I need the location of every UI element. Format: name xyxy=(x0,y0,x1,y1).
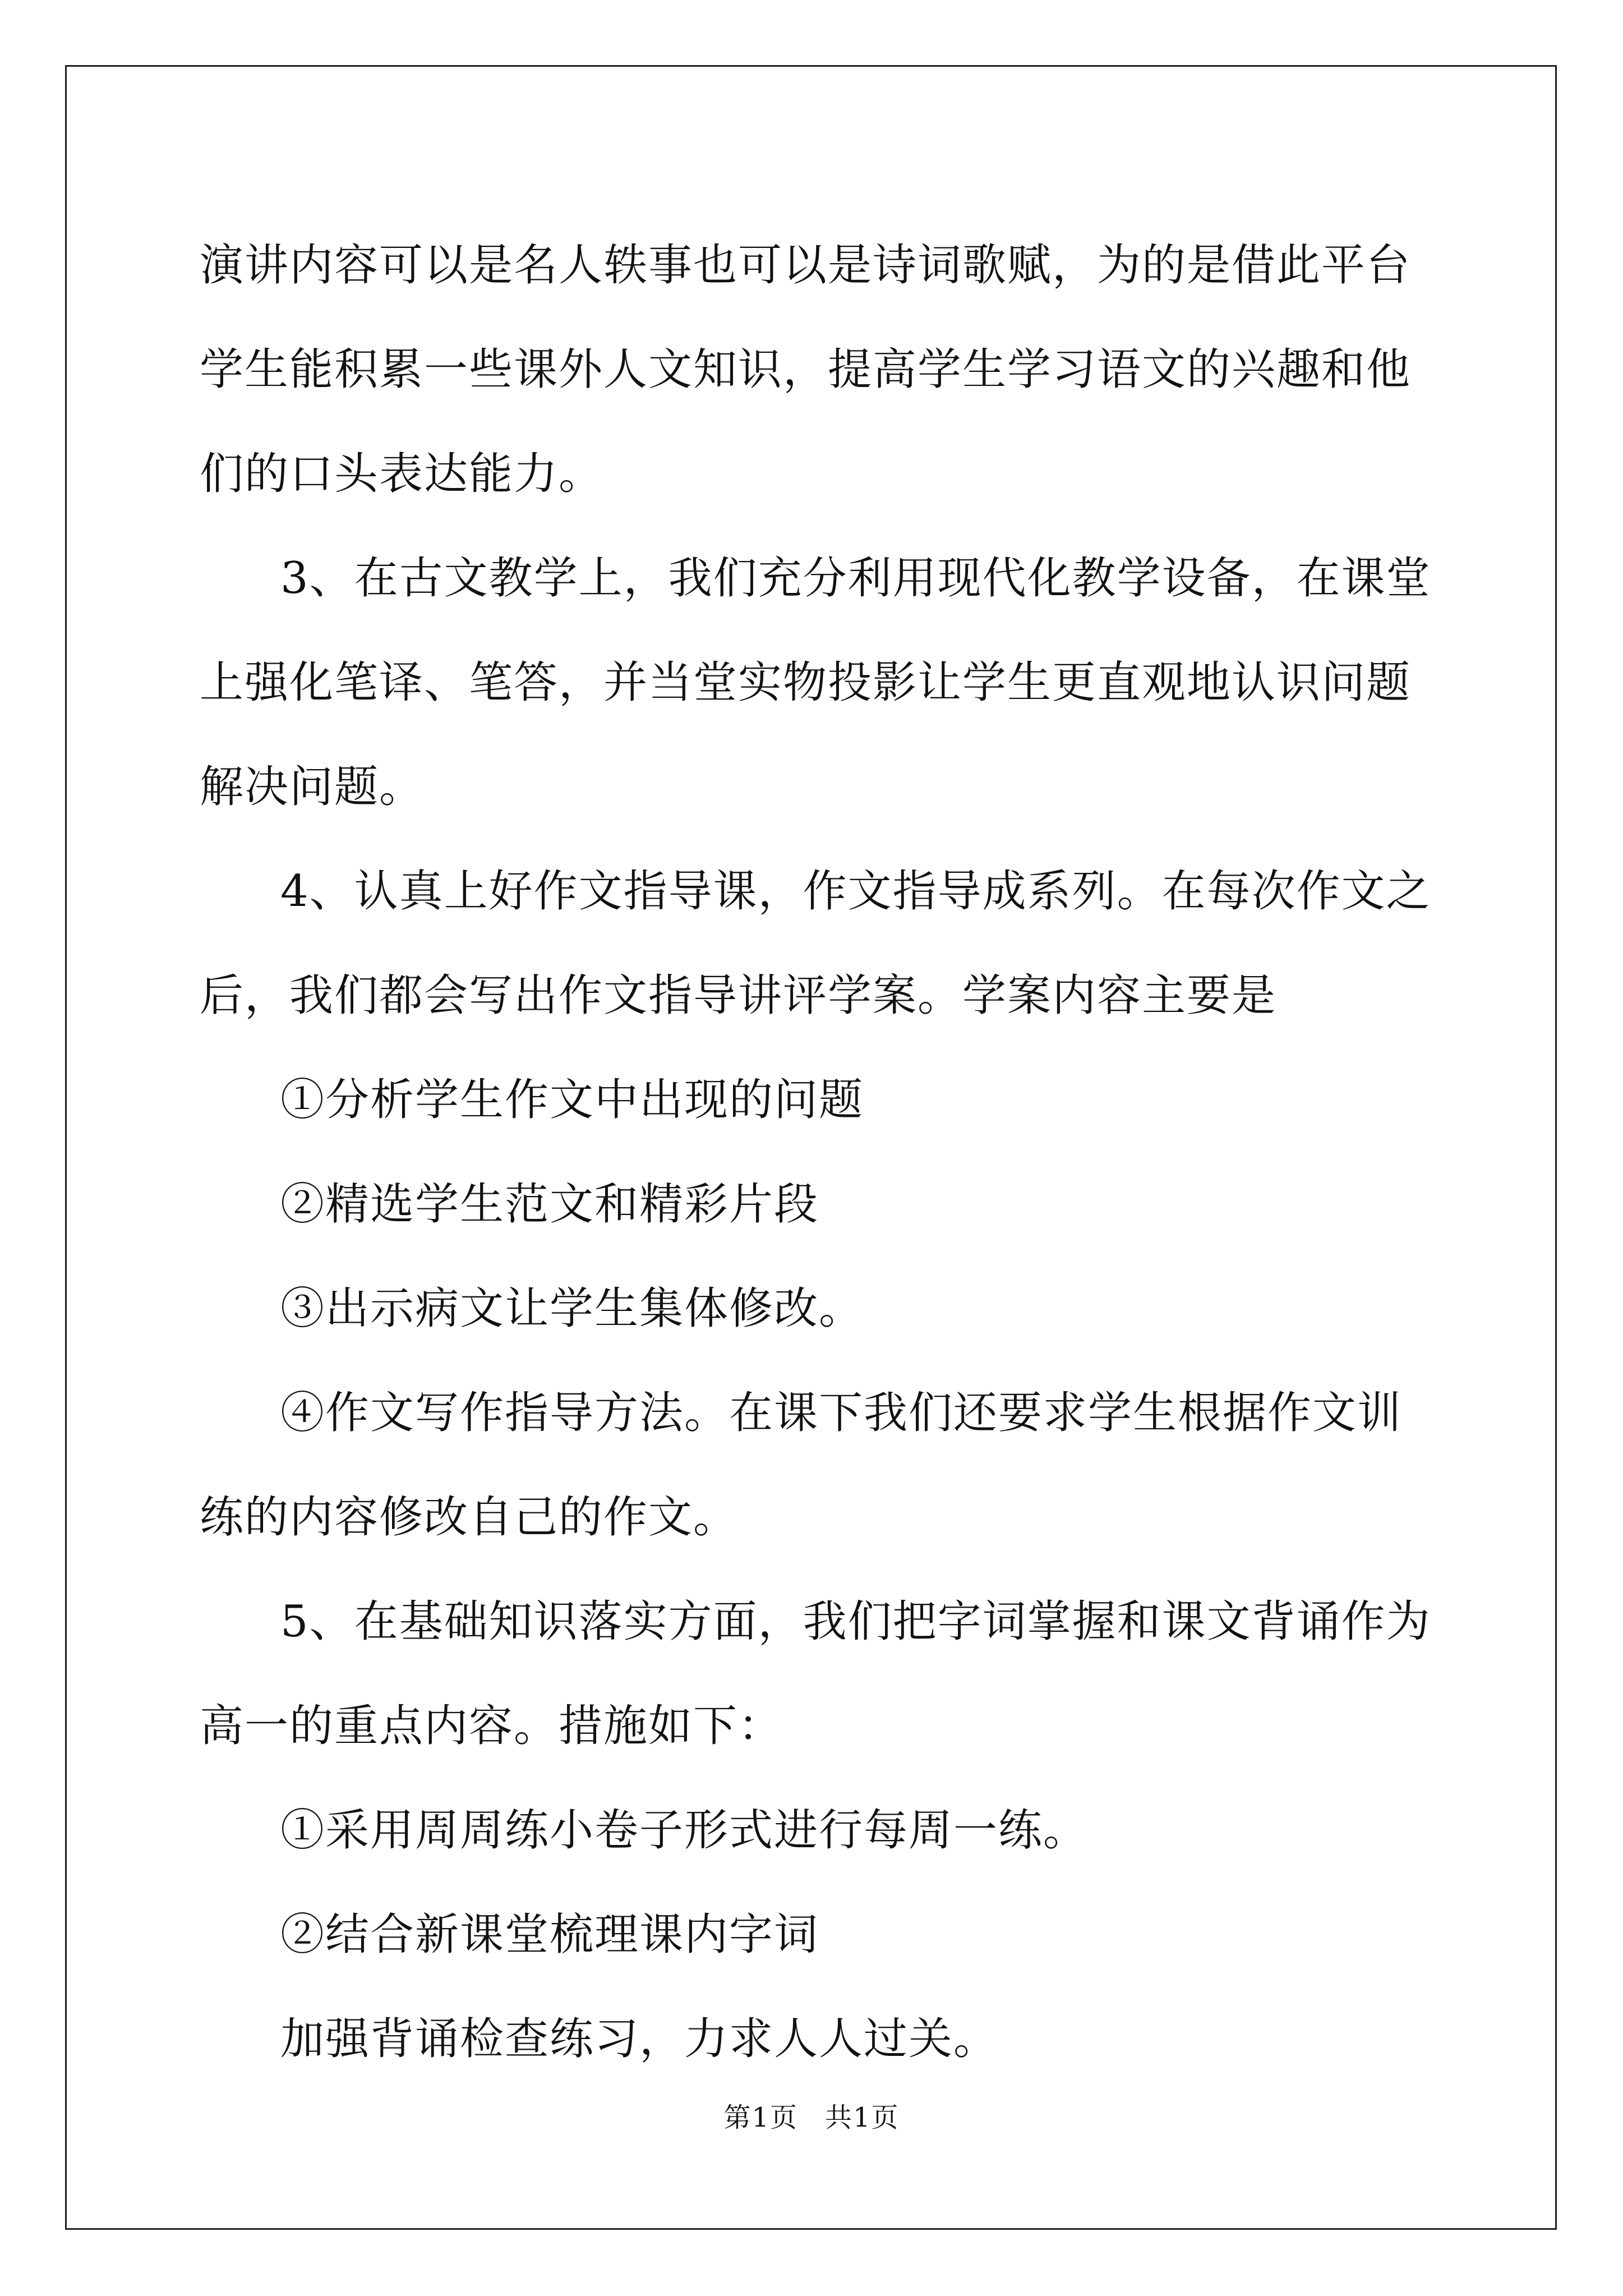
paragraph: 加强背诵检查练习，力求人人过关。 xyxy=(280,2014,999,2064)
page-number: 第1页 xyxy=(723,2102,798,2133)
list-item: ②结合新课堂梳理课内字词 xyxy=(280,1910,819,1960)
page-total: 共1页 xyxy=(825,2102,900,2133)
paragraph: 5、在基础知识落实方面，我们把字词掌握和课文背诵作为高一的重点内容。措施如下： xyxy=(200,1596,1431,1751)
list-item: ④作文写作指导方法。在课下我们还要求学生根据作文训练的内容修改自己的作文。 xyxy=(200,1388,1403,1543)
paragraph: 演讲内容可以是名人轶事也可以是诗词歌赋，为的是借此平台学生能积累一些课外人文知识，提高学生学习语文的兴趣和他们的口头表达能力。 xyxy=(200,240,1412,499)
list-item: ①采用周周练小卷子形式进行每周一练。 xyxy=(280,1805,1089,1856)
paragraph: 4、认真上好作文指导课，作文指导成系列。在每次作文之后，我们都会写出作文指导讲评学案。学案内容主要是 xyxy=(200,866,1431,1021)
list-item: ①分析学生作文中出现的问题 xyxy=(280,1075,864,1125)
list-item: ②精选学生范文和精彩片段 xyxy=(280,1179,819,1230)
paragraph: 3、在古文教学上，我们充分利用现代化教学设备，在课堂上强化笔译、笔答，并当堂实物投影让学生更直观地认识问题解决问题。 xyxy=(200,553,1431,812)
document-body xyxy=(200,213,1433,2091)
page-footer xyxy=(0,2101,1623,2134)
list-item: ③出示病文让学生集体修改。 xyxy=(280,1283,864,1334)
